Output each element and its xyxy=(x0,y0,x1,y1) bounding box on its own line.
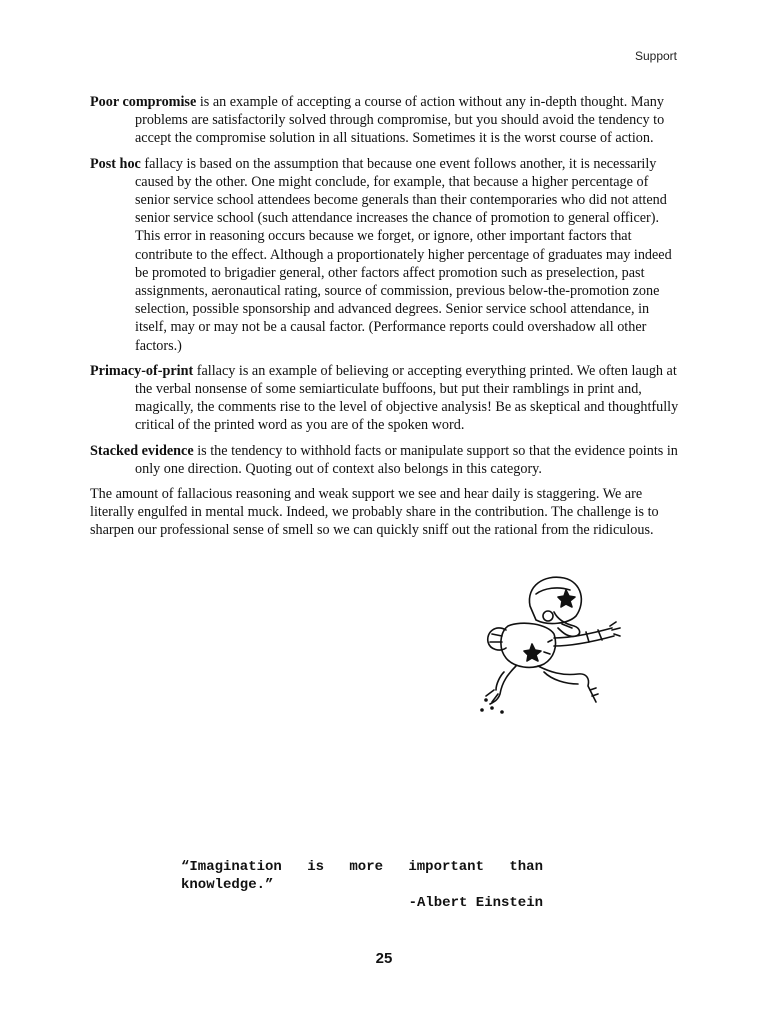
entry-text: is an example of accepting a course of action without any in-depth thought. Many problems are satisfactorily solved through compromise, but you should avoid the tendency to accept the compromise solution in all situations. Sometimes it is the worst course of action. xyxy=(135,94,665,147)
entry-term: Post hoc xyxy=(90,155,141,172)
quote-word: more xyxy=(349,859,383,875)
closing-paragraph: The amount of fallacious reasoning and weak support we see and hear daily is staggering. We are literally engulfed in mental muck. Indeed, we probably share in the contribution. The challenge is to sharpen our professional sense of smell so we can quickly sniff out the rational from the ridiculous. xyxy=(90,486,659,539)
entry-stacked-evidence xyxy=(90,442,680,478)
quote-word: is xyxy=(307,859,325,875)
quote-word: “Imagination xyxy=(181,859,282,875)
quote-line-1 xyxy=(181,858,543,876)
leg-front xyxy=(538,666,596,702)
entry-term: Poor compromise xyxy=(90,94,197,110)
quote-word: than xyxy=(509,859,543,875)
body-text xyxy=(90,93,680,540)
entry-text: is the tendency to withhold facts or manipulate support so that the evidence points in only one direction. Quoting out of context also belongs in this category. xyxy=(135,442,678,477)
quote-line-2: knowledge.” xyxy=(181,877,274,893)
entry-text: fallacy is based on the assumption that because one event follows another, it is necessarily caused by the other. One might conclude, for example, that because a higher percentage of senior service school attendees become generals than their contemporaries who did not attend senior service school (such attendance increases the chance of promotion to general officer). This error in reasoning occurs because we forget, or ignore, other important factors that contribute to the effect. Although a proportionately higher percentage of graduates may indeed be promoted to brigadier general, other factors affect promotion such as preselection, past assignments, aeronautical rating, source of commission, previous below-the-promotion zone selection, possible sponsorship and advanced degrees. Senior service school attendance, in itself, may or may not be a causal factor. (Performance reports could overshadow all other factors.) xyxy=(135,155,672,354)
helmet xyxy=(529,577,581,623)
entry-post-hoc xyxy=(90,155,680,355)
page-number: 25 xyxy=(375,950,393,967)
entry-term: Primacy-of-print xyxy=(90,362,194,379)
quote-attribution: -Albert Einstein xyxy=(408,895,543,911)
entry-term: Stacked evidence xyxy=(90,442,194,459)
running-player-illustration xyxy=(478,572,630,718)
running-header: Support xyxy=(634,49,677,63)
entry-poor-compromise xyxy=(90,93,680,148)
quote-word: important xyxy=(408,859,484,875)
einstein-quote xyxy=(181,858,543,912)
entry-text: fallacy is an example of believing or accepting everything printed. We often laugh at the verbal nonsense of some semiarticulate buffoons, but put their ramblings in print and, magically, the comments rise to the level of objective analysis! Be as skeptical and thoughtfully critical of the printed word as you are of the spoken word. xyxy=(135,362,679,434)
entry-primacy-of-print xyxy=(90,362,680,435)
